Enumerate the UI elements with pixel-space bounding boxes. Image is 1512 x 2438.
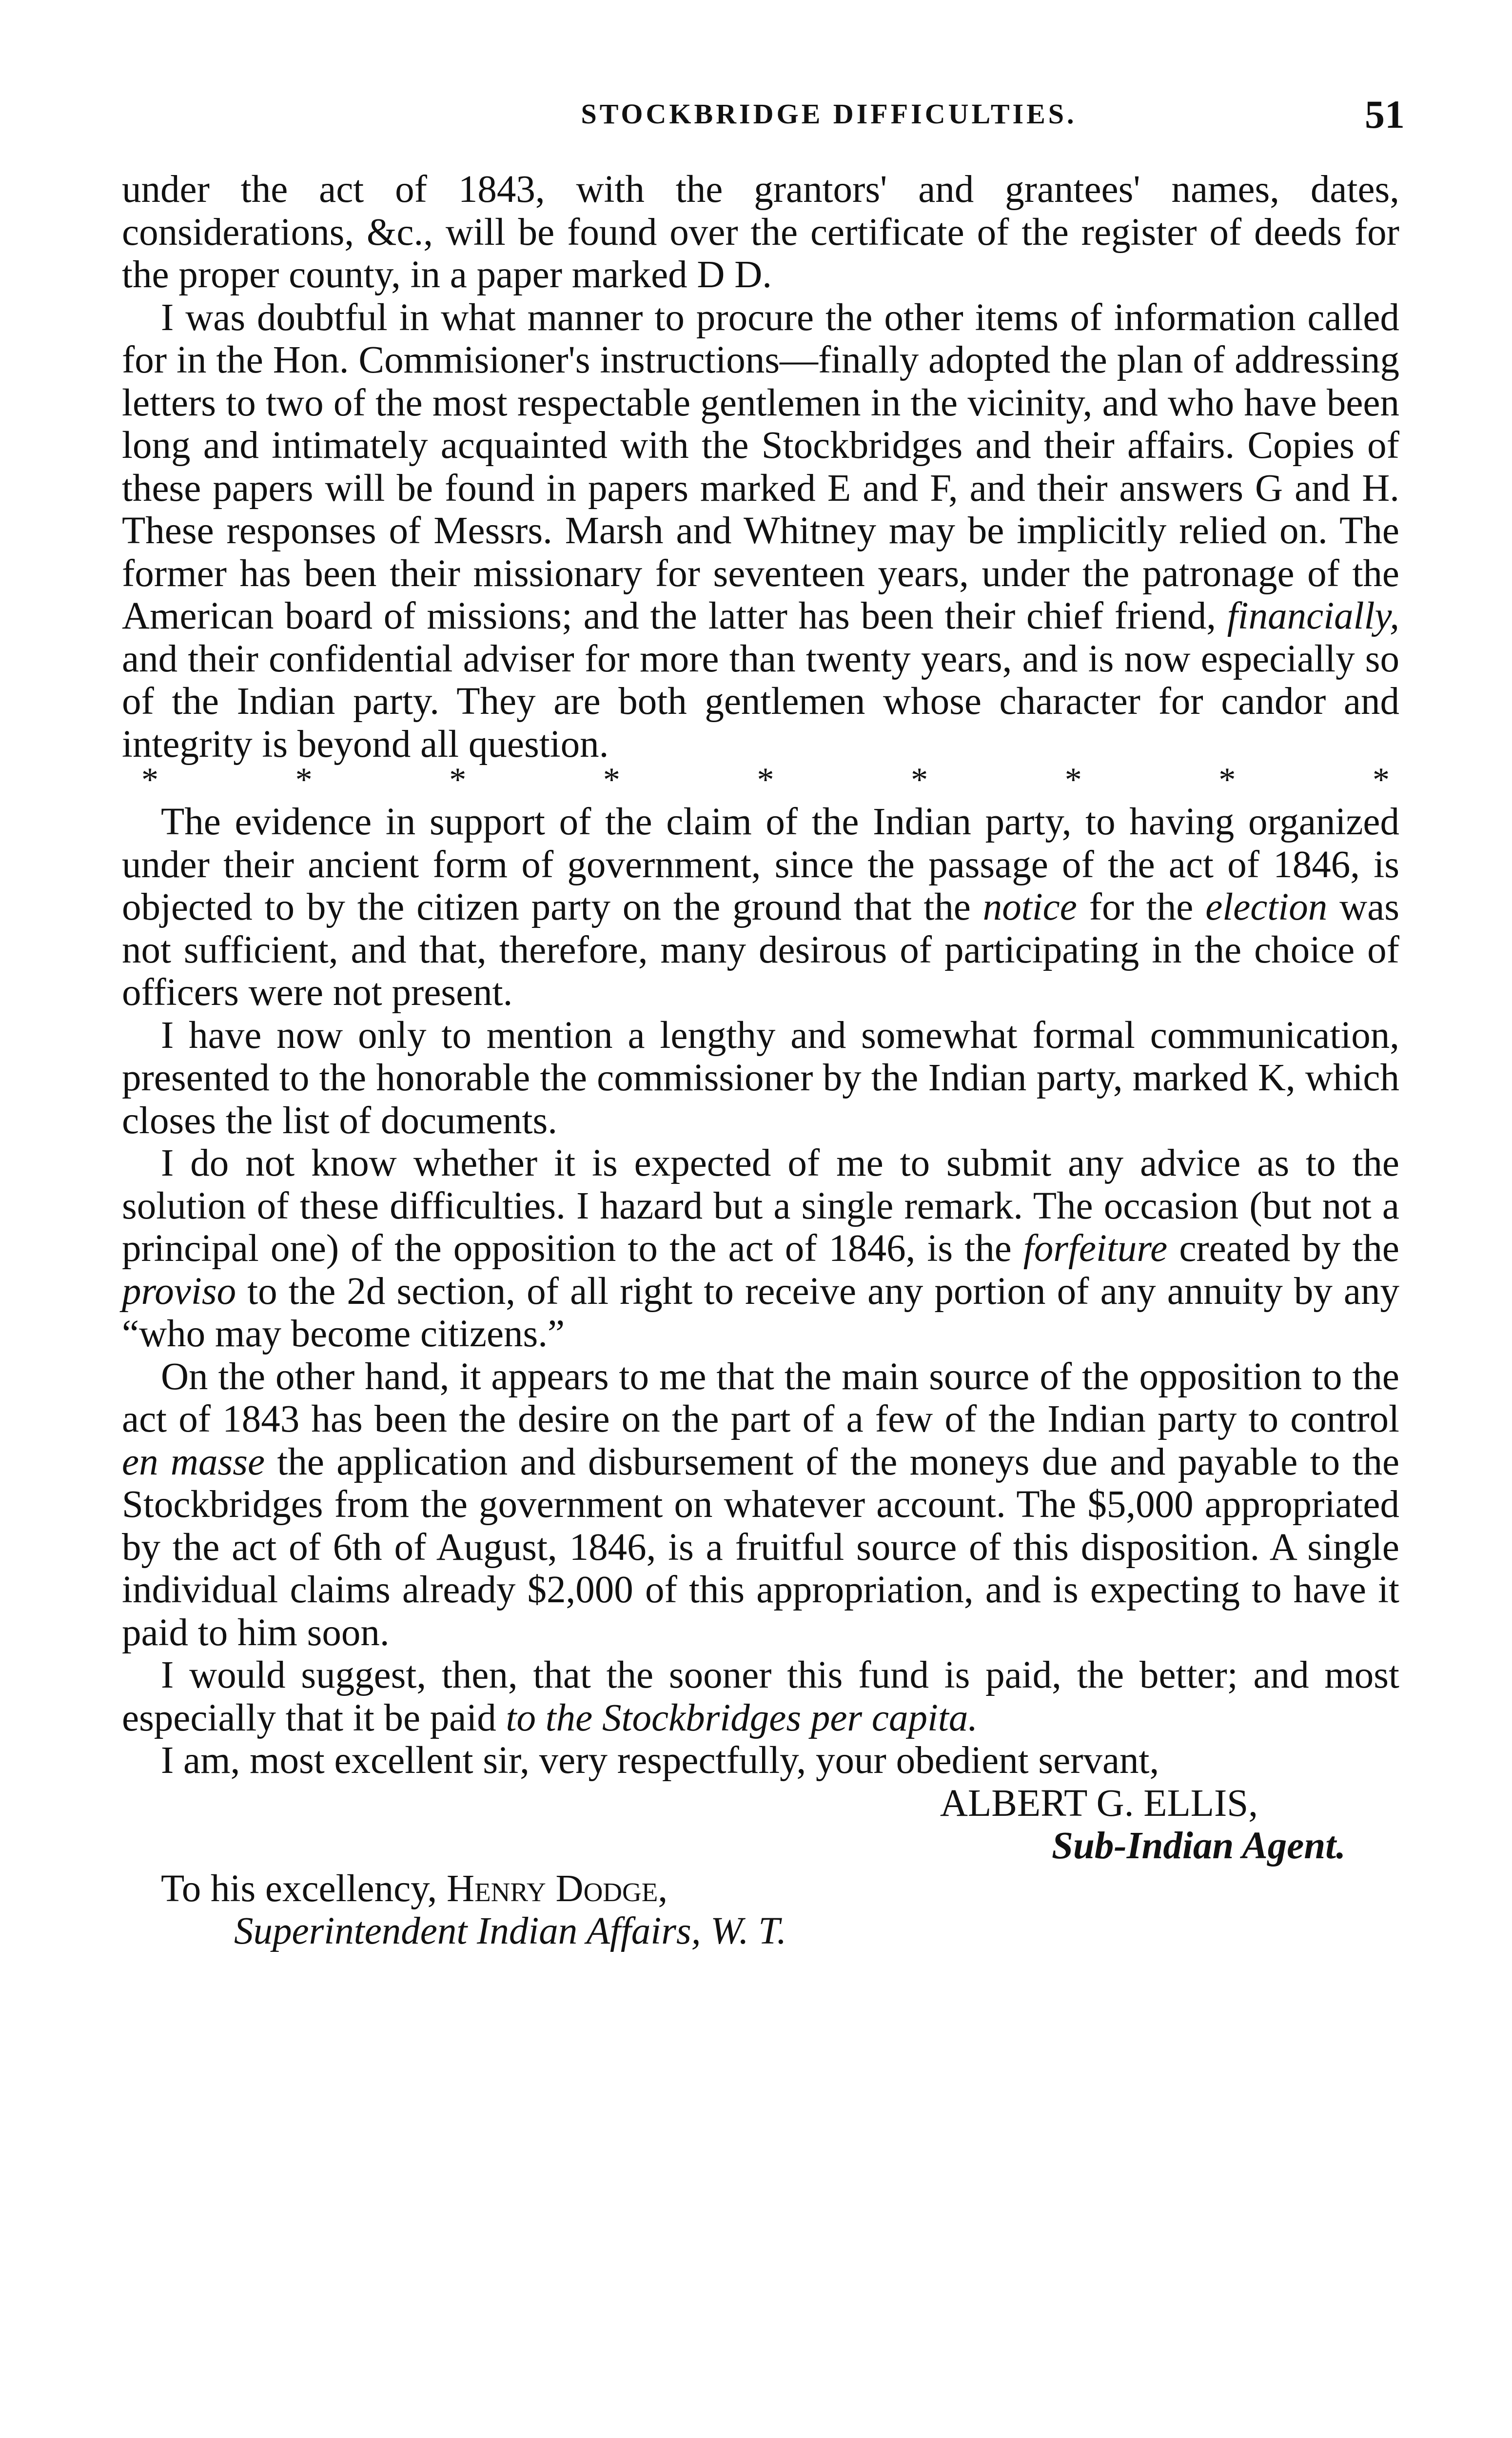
addressee-name: Henry Dodge, [447, 1867, 668, 1910]
running-title: STOCKBRIDGE DIFFICULTIES. [581, 98, 1077, 130]
asterisk: * [603, 761, 620, 799]
paragraph-communication: I have now only to mention a lengthy and somewhat formal communication, presented to the honorable the commissioner by the Indian party, marked K, which closes the list of documents. [122, 1014, 1399, 1142]
paragraph-advice [122, 1142, 1399, 1356]
emphasis-notice: notice [982, 886, 1077, 928]
asterisk: * [295, 761, 313, 799]
asterisk: * [757, 761, 774, 799]
asterisk: * [141, 761, 158, 799]
addressee-title: Superintendent Indian Affairs, W. T. [234, 1910, 787, 1952]
asterisk-separator [122, 761, 1399, 799]
paragraph-text: created by the [1179, 1227, 1400, 1270]
addressee-line [122, 1868, 1399, 1910]
paragraph-text: to the 2d section, of all right to receive any portion of any annuity by any “who may become citizens.” [122, 1270, 1399, 1355]
paragraph-text: and their confidential adviser for more than twenty years, and is now especially so of the Indian party. They are both gentlemen whose character for candor and integrity is beyond all question. [122, 637, 1399, 766]
paragraph-information-sources [122, 296, 1399, 766]
paragraph-text: for the [1089, 886, 1194, 928]
paragraph-text: I was doubtful in what manner to procure the other items of information called for in the Hon. Commisioner's instructions—finally adopted the plan of addressing letters to two of the most respectable gentlemen in the vicinity, and who have been long and intimately acquainted with the Stockbridges and their affairs. Copies of these papers will be found in papers marked E and F, and their answers G and H. These responses of Messrs. Marsh and Whitney may be implicitly relied on. The former has been their missionary for seventeen years, under the patronage of the American board of missions; and the latter has been their chief friend, [122, 296, 1399, 637]
signature-title: Sub-Indian Agent. [1052, 1825, 1346, 1867]
paragraph-text: On the other hand, it appears to me that the main source of the opposition to the act of 1843 has been the desire on the part of a few of the Indian party to control [122, 1355, 1399, 1440]
emphasis-election: election [1205, 886, 1328, 928]
asterisk: * [911, 761, 928, 799]
asterisk: * [1218, 761, 1236, 799]
paragraph-text: The evidence in support of the claim of the Indian party, to having organized under their ancient form of government, since the passage of the act of 1846, is objected to by the citizen party on the ground that the [122, 801, 1399, 928]
signature-name: ALBERT G. ELLIS, [940, 1782, 1258, 1825]
paragraph-opposition [122, 1356, 1399, 1654]
emphasis-en-masse: en masse [122, 1440, 265, 1483]
emphasis-forfeiture: forfeiture [1023, 1227, 1168, 1270]
paragraph-election-evidence [122, 801, 1399, 1014]
asterisk: * [449, 761, 467, 799]
paragraph-text: I would suggest, then, that the sooner this fund is paid, the better; and most especially that it be paid [122, 1654, 1399, 1739]
paragraph-suggestion [122, 1654, 1399, 1739]
closing-line: I am, most excellent sir, very respectfully, your obedient servant, [161, 1739, 1159, 1782]
emphasis-financially: financially, [1227, 595, 1399, 637]
emphasis-per-capita: to the Stockbridges per capita. [506, 1696, 978, 1739]
addressee-prefix: To his excellency, [161, 1867, 437, 1910]
paragraph-text: I do not know whether it is expected of me to submit any advice as to the solution of these difficulties. I hazard but a single remark. The occasion (but not a principal one) of the opposition to the act of 1846, is the [122, 1142, 1399, 1270]
emphasis-proviso: proviso [122, 1270, 236, 1313]
paragraph-text: the application and disbursement of the moneys due and payable to the Stockbridges from the government on whatever account. The $5,000 appropriated by the act of 6th of August, 1846, is a fruitful source of this disposition. A single individual claims already $2,000 of this appropriation, and is expecting to have it paid to him soon. [122, 1440, 1400, 1654]
page-number: 51 [1365, 92, 1405, 137]
paragraph-continued: under the act of 1843, with the grantors' and grantees' names, dates, considerations, &c., will be found over the certificate of the register of deeds for the proper county, in a paper marked D D. [122, 168, 1399, 296]
asterisk: * [1373, 761, 1390, 799]
paragraph-text: was not sufficient, and that, therefore, many desirous of participating in the choice of officers were not present. [122, 886, 1400, 1014]
asterisk: * [1064, 761, 1082, 799]
letter-body [122, 168, 1399, 1953]
